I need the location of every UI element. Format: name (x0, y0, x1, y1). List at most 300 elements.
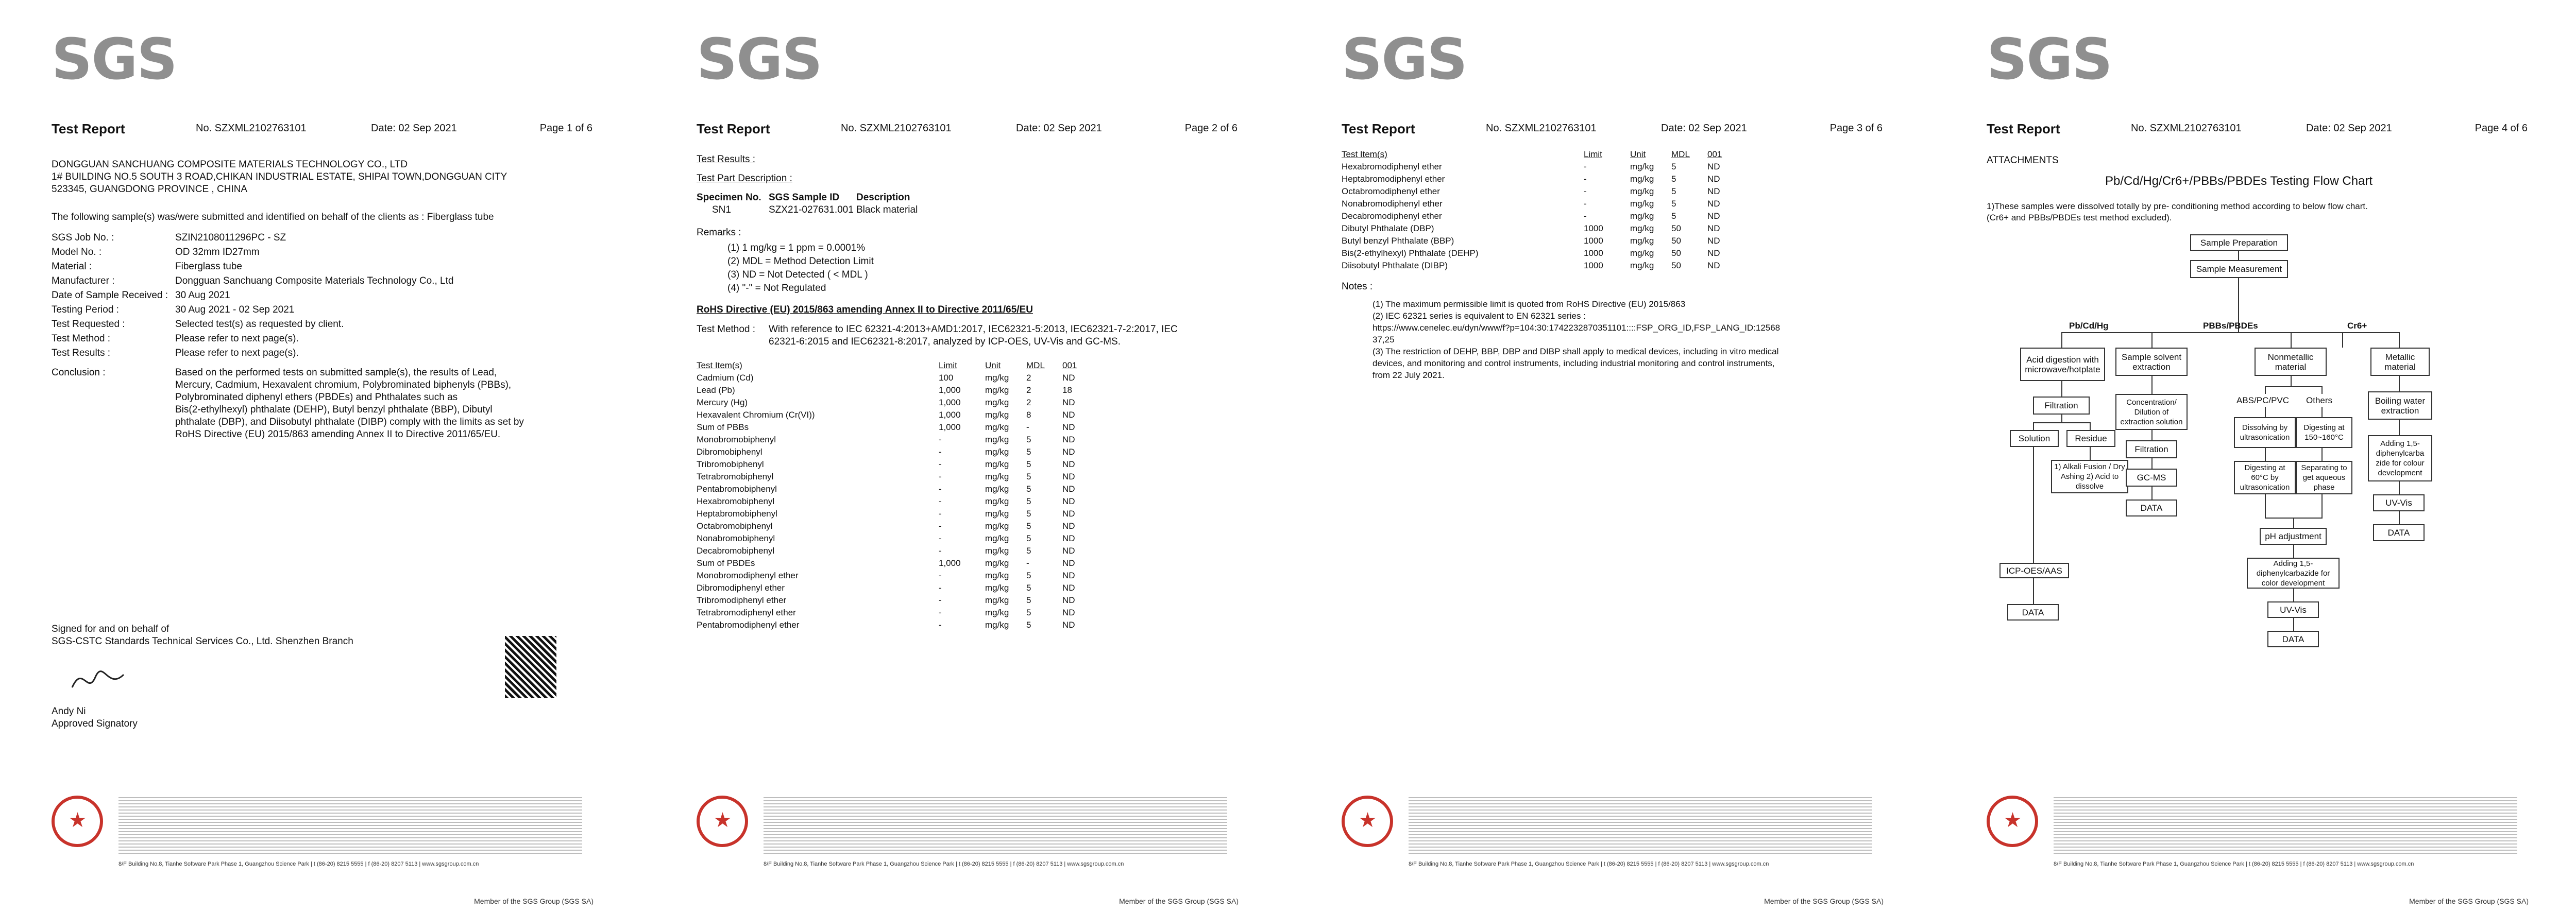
flow-connector (2293, 589, 2294, 601)
table-cell: Tetrabromodiphenyl ether (697, 608, 796, 617)
table-cell: mg/kg (985, 472, 1009, 481)
table-cell: Decabromodiphenyl ether (1342, 211, 1442, 221)
field-value: Fiberglass tube (175, 261, 242, 272)
table-row (697, 422, 1093, 435)
table-row (1342, 248, 1738, 261)
table-header-row (697, 360, 1093, 373)
flow-step: Sample Measurement (2190, 260, 2288, 278)
note-item: (3) The restriction of DEHP, BBP, DBP and DIBP shall apply to medical devices, including in vitro medical (1372, 347, 1779, 356)
table-cell: 1000 (1584, 236, 1603, 246)
table-cell: mg/kg (985, 509, 1009, 519)
report-header (1342, 121, 1883, 142)
table-cell: ND (1062, 608, 1075, 617)
table-cell: 5 (1026, 571, 1031, 580)
note-item: devices, and monitoring and control instruments, including industrial monitoring and control instruments, (1372, 358, 1775, 368)
flow-step: DATA (2007, 604, 2059, 621)
table-cell: 1,000 (939, 385, 961, 395)
conclusion-line: RoHS Directive (EU) 2015/863 amending Annex II to Directive 2011/65/EU. (175, 429, 501, 440)
table-row (697, 459, 1093, 472)
flow-connector (2151, 376, 2153, 394)
branch-label: ABS/PC/PVC (2236, 395, 2290, 405)
table-row (697, 496, 1093, 509)
table-cell: mg/kg (985, 422, 1009, 432)
flow-step: UV-Vis (2267, 601, 2319, 618)
table-cell: mg/kg (1630, 199, 1654, 209)
sgs-seal-icon: ★ (1987, 796, 2038, 847)
conclusion-line: phthalate (DBP), and Diisobutyl phthalate (DIBP) comply with the limits as set by (175, 417, 524, 427)
table-cell: mg/kg (985, 620, 1009, 630)
table-row (697, 571, 1093, 583)
signer-name: Andy Ni (52, 706, 86, 717)
note-item: (2) IEC 62321 series is equivalent to EN 62321 series : (1372, 311, 1586, 321)
flow-step: DATA (2373, 524, 2425, 541)
notes-label: Notes : (1342, 281, 1373, 292)
table-cell: ND (1062, 484, 1075, 494)
table-header: MDL (1026, 360, 1045, 370)
attachments-label: ATTACHMENTS (1987, 155, 2059, 166)
table-cell: mg/kg (1630, 261, 1654, 270)
table-cell: 5 (1026, 595, 1031, 605)
legal-fineprint (118, 797, 582, 855)
table-cell: ND (1707, 174, 1720, 184)
flow-connector (2033, 422, 2034, 430)
table-header: Unit (1630, 149, 1646, 159)
flow-connector (2090, 422, 2091, 430)
signed-company: SGS-CSTC Standards Technical Services Co., Ltd. Shenzhen Branch (52, 636, 353, 647)
table-header: Limit (939, 360, 957, 370)
table-cell: mg/kg (985, 533, 1009, 543)
table-cell: mg/kg (985, 608, 1009, 617)
table-cell: Sum of PBBs (697, 422, 749, 432)
table-cell: mg/kg (985, 410, 1009, 420)
footer-address: 8/F Building No.8, Tianhe Software Park Phase 1, Guangzhou Science Park | t (86-20) 8215 5555 | f (86-20) 8207 5113 | www.sgsgroup.com.cn (2054, 861, 2414, 867)
note-item: 37,25 (1372, 335, 1395, 344)
table-cell: - (1584, 162, 1587, 171)
specimen-cell: Black material (856, 204, 918, 215)
table-cell: 5 (1026, 533, 1031, 543)
table-cell: ND (1062, 583, 1075, 593)
flow-connector (2293, 545, 2294, 558)
table-cell: ND (1062, 496, 1075, 506)
table-cell: 1,000 (939, 558, 961, 568)
table-cell: ND (1062, 459, 1075, 469)
client-address-line2: 523345, GUANGDONG PROVINCE , CHINA (52, 184, 248, 195)
table-row (1342, 211, 1738, 223)
table-cell: 50 (1671, 248, 1681, 258)
table-cell: ND (1707, 261, 1720, 270)
table-cell: mg/kg (985, 583, 1009, 593)
table-cell: Hexabromodiphenyl ether (1342, 162, 1442, 171)
table-header: MDL (1671, 149, 1690, 159)
table-cell: 5 (1026, 546, 1031, 556)
sgs-seal-icon: ★ (1342, 796, 1393, 847)
note-item: (1) The maximum permissible limit is quoted from RoHS Directive (EU) 2015/863 (1372, 299, 1686, 309)
section-title: RoHS Directive (EU) 2015/863 amending Annex II to Directive 2011/65/EU (697, 304, 1033, 315)
table-cell: Tetrabromobiphenyl (697, 472, 774, 481)
table-cell: ND (1062, 595, 1075, 605)
table-cell: 5 (1671, 162, 1676, 171)
report-header (1987, 121, 2528, 142)
table-row (697, 558, 1093, 571)
page-number: Page 3 of 6 (1829, 123, 1883, 134)
legal-fineprint (764, 797, 1227, 855)
table-cell: 5 (1026, 496, 1031, 506)
table-cell: - (1584, 199, 1587, 209)
table-row (1342, 236, 1738, 248)
table-row (697, 595, 1093, 608)
table-cell: 5 (1671, 186, 1676, 196)
flow-connector (2399, 376, 2400, 391)
table-cell: ND (1707, 211, 1720, 221)
table-cell: ND (1062, 533, 1075, 543)
table-cell: Diisobutyl Phthalate (DIBP) (1342, 261, 1448, 270)
table-cell: 1000 (1584, 248, 1603, 258)
method-line: 62321-6:2015 and IEC62321-8:2017, analyzed by ICP-OES, UV-Vis and GC-MS. (769, 336, 1121, 347)
table-header: Test Item(s) (697, 360, 742, 370)
flow-connector (2033, 447, 2034, 563)
conclusion-line: Based on the performed tests on submitted sample(s), the results of Lead, (175, 367, 497, 378)
flow-connector (2399, 481, 2400, 494)
flow-step: Concentration/ Dilution of extraction solution (2115, 394, 2188, 430)
sgs-logo-text: SGS (697, 26, 822, 92)
table-cell: - (939, 595, 942, 605)
part-description-label: Test Part Description : (697, 173, 792, 184)
table-cell: ND (1062, 546, 1075, 556)
table-cell: ND (1062, 521, 1075, 531)
table-cell: mg/kg (1630, 211, 1654, 221)
table-cell: Hexabromobiphenyl (697, 496, 775, 506)
table-cell: 50 (1671, 261, 1681, 270)
table-row (1342, 199, 1738, 211)
flow-connector (2321, 448, 2323, 461)
table-cell: ND (1062, 422, 1075, 432)
flow-step: Nonmetallic material (2255, 348, 2327, 376)
table-cell: 5 (1026, 521, 1031, 531)
table-row (1342, 223, 1738, 236)
table-cell: Butyl benzyl Phthalate (BBP) (1342, 236, 1454, 246)
table-cell: mg/kg (985, 373, 1009, 383)
results-table (1342, 149, 1738, 273)
table-cell: - (939, 571, 942, 580)
field-label: Test Results : (52, 348, 111, 358)
table-cell: ND (1062, 620, 1075, 630)
flow-connector (2291, 332, 2292, 348)
field-label: Testing Period : (52, 304, 119, 315)
table-cell: Dibutyl Phthalate (DBP) (1342, 223, 1434, 233)
table-cell: mg/kg (1630, 248, 1654, 258)
method-line: With reference to IEC 62321-4:2013+AMD1:2017, IEC62321-5:2013, IEC62321-7-2:2017, IEC (769, 324, 1178, 335)
flow-step: Dissolving by ultrasonication (2234, 417, 2296, 448)
table-cell: Mercury (Hg) (697, 398, 748, 407)
footer-address: 8/F Building No.8, Tianhe Software Park Phase 1, Guangzhou Science Park | t (86-20) 8215 5555 | f (86-20) 8207 5113 | www.sgsgroup.com.cn (1409, 861, 1769, 867)
table-cell: - (939, 546, 942, 556)
branch-label: Pb/Cd/Hg (2069, 321, 2109, 331)
flow-connector (2399, 511, 2400, 524)
flowchart-note: (Cr6+ and PBBs/PBDEs test method excluded). (1987, 213, 2172, 222)
results-table (697, 360, 1093, 632)
flow-connector (2151, 332, 2153, 348)
flow-step: Adding 1,5-diphenylcarbazide for color development (2247, 558, 2340, 589)
flow-connector (2342, 332, 2399, 333)
flowchart-note: 1)These samples were dissolved totally by pre- conditioning method according to below flow chart. (1987, 201, 2368, 211)
flow-connector (2265, 494, 2266, 518)
table-row (697, 385, 1093, 398)
table-cell: ND (1062, 472, 1075, 481)
table-cell: mg/kg (985, 385, 1009, 395)
flow-connector (2321, 407, 2323, 417)
legal-fineprint (2054, 797, 2517, 855)
table-cell: 5 (1026, 459, 1031, 469)
table-row (697, 583, 1093, 595)
flow-step: Sample Preparation (2190, 234, 2288, 251)
table-cell: - (939, 583, 942, 593)
table-cell: Tribromodiphenyl ether (697, 595, 787, 605)
table-cell: 1,000 (939, 410, 961, 420)
field-label: Date of Sample Received : (52, 290, 168, 301)
flow-connector (2265, 407, 2266, 417)
table-cell: 5 (1026, 608, 1031, 617)
table-cell: Monobromobiphenyl (697, 435, 776, 444)
flow-connector (2293, 518, 2294, 528)
report-number: No. SZXML2102763101 (1486, 123, 1597, 134)
flow-step: Sample solvent extraction (2115, 348, 2188, 376)
table-row (697, 484, 1093, 496)
table-cell: Sum of PBDEs (697, 558, 755, 568)
table-cell: 2 (1026, 373, 1031, 383)
table-cell: 1000 (1584, 223, 1603, 233)
table-cell: - (1584, 174, 1587, 184)
table-cell: - (939, 447, 942, 457)
field-label: Manufacturer : (52, 275, 115, 286)
flow-step: 1) Alkali Fusion / Dry Ashing 2) Acid to dissolve (2051, 460, 2128, 493)
table-cell: 5 (1026, 509, 1031, 519)
table-cell: mg/kg (1630, 162, 1654, 171)
signed-on-behalf: Signed for and on behalf of (52, 624, 170, 634)
table-cell: mg/kg (985, 447, 1009, 457)
table-cell: ND (1062, 410, 1075, 420)
table-cell: - (1026, 422, 1029, 432)
table-cell: - (1584, 186, 1587, 196)
table-cell: 5 (1026, 620, 1031, 630)
table-cell: ND (1062, 447, 1075, 457)
footer-member: Member of the SGS Group (SGS SA) (1764, 897, 1884, 905)
field-label: Material : (52, 261, 92, 272)
flow-connector (2033, 578, 2034, 604)
client-address-line1: 1# BUILDING NO.5 SOUTH 3 ROAD,CHIKAN INDUSTRIAL ESTATE, SHIPAI TOWN,DONGGUAN CITY (52, 171, 507, 182)
flow-connector (2293, 618, 2294, 631)
sgs-seal-icon: ★ (52, 796, 103, 847)
specimen-cell: SZX21-027631.001 (769, 204, 854, 215)
table-cell: ND (1707, 162, 1720, 171)
footer-member: Member of the SGS Group (SGS SA) (2409, 897, 2529, 905)
table-cell: ND (1062, 398, 1075, 407)
results-label: Test Results : (697, 154, 756, 165)
report-number: No. SZXML2102763101 (2131, 123, 2242, 134)
flow-connector (2151, 487, 2153, 499)
table-cell: 5 (1026, 484, 1031, 494)
table-cell: mg/kg (985, 571, 1009, 580)
flow-step: DATA (2267, 631, 2319, 647)
table-cell: mg/kg (985, 398, 1009, 407)
footer-member: Member of the SGS Group (SGS SA) (474, 897, 594, 905)
note-item: from 22 July 2021. (1372, 370, 1445, 380)
table-cell: mg/kg (985, 521, 1009, 531)
table-cell: 5 (1671, 199, 1676, 209)
table-cell: Cadmium (Cd) (697, 373, 754, 383)
table-cell: - (939, 521, 942, 531)
table-cell: Dibromobiphenyl (697, 447, 762, 457)
flow-step: Digesting at 150~160°C (2296, 417, 2352, 448)
table-cell: mg/kg (985, 595, 1009, 605)
table-cell: ND (1707, 223, 1720, 233)
table-cell: Dibromodiphenyl ether (697, 583, 785, 593)
table-row (697, 472, 1093, 484)
table-row (1342, 186, 1738, 199)
table-cell: mg/kg (985, 484, 1009, 494)
table-cell: ND (1707, 186, 1720, 196)
table-cell: Pentabromobiphenyl (697, 484, 777, 494)
table-cell: ND (1707, 236, 1720, 246)
table-cell: Heptabromodiphenyl ether (1342, 174, 1445, 184)
flow-connector (2061, 332, 2342, 333)
table-header: Limit (1584, 149, 1602, 159)
flow-step: GC-MS (2126, 469, 2177, 487)
table-cell: 5 (1026, 435, 1031, 444)
table-row (697, 521, 1093, 533)
report-page-1 (0, 0, 645, 913)
table-cell: - (939, 608, 942, 617)
specimen-header: Specimen No. (697, 192, 761, 203)
sgs-logo (697, 26, 822, 92)
table-cell: ND (1707, 199, 1720, 209)
field-label: Test Requested : (52, 319, 125, 330)
table-cell: 5 (1671, 174, 1676, 184)
table-cell: ND (1707, 248, 1720, 258)
flow-step: UV-Vis (2373, 494, 2425, 511)
table-cell: - (939, 509, 942, 519)
table-row (697, 533, 1093, 546)
flow-connector (2265, 448, 2266, 461)
client-name: DONGGUAN SANCHUANG COMPOSITE MATERIALS TECHNOLOGY CO., LTD (52, 159, 408, 170)
report-number: No. SZXML2102763101 (196, 123, 307, 134)
table-cell: Bis(2-ethylhexyl) Phthalate (DEHP) (1342, 248, 1479, 258)
table-row (697, 620, 1093, 632)
flow-step: Boiling water extraction (2368, 391, 2432, 420)
branch-label: Cr6+ (2347, 321, 2367, 331)
field-value: 30 Aug 2021 (175, 290, 230, 301)
sgs-logo (1342, 26, 1467, 92)
table-cell: - (939, 459, 942, 469)
branch-label: Others (2306, 395, 2333, 405)
field-value: Dongguan Sanchuang Composite Materials Technology Co., Ltd (175, 275, 454, 286)
branch-label: PBBs/PBDEs (2203, 321, 2258, 331)
note-item: https://www.cenelec.eu/dyn/www/f?p=104:30:1742232870351101::::FSP_ORG_ID,FSP_LANG_ID:12568 (1372, 323, 1781, 333)
submission-intro: The following sample(s) was/were submitted and identified on behalf of the clients as : Fiberglass tube (52, 212, 494, 222)
table-cell: 50 (1671, 236, 1681, 246)
flow-connector (2321, 494, 2323, 518)
table-cell: - (1026, 558, 1029, 568)
report-date: Date: 02 Sep 2021 (371, 123, 457, 134)
table-cell: ND (1062, 509, 1075, 519)
table-cell: 8 (1026, 410, 1031, 420)
flow-step: pH adjustment (2260, 528, 2327, 545)
table-row (1342, 174, 1738, 186)
table-cell: - (939, 496, 942, 506)
flow-connector (2265, 386, 2266, 394)
table-cell: Octabromobiphenyl (697, 521, 773, 531)
field-value: Please refer to next page(s). (175, 348, 299, 358)
flow-connector (2238, 250, 2239, 260)
page-number: Page 4 of 6 (2475, 123, 2528, 134)
flow-connector (2151, 430, 2153, 440)
table-cell: 5 (1026, 583, 1031, 593)
table-cell: Decabromobiphenyl (697, 546, 775, 556)
table-cell: Nonabromodiphenyl ether (1342, 199, 1443, 209)
flow-step: Residue (2066, 430, 2115, 447)
table-cell: Lead (Pb) (697, 385, 735, 395)
table-cell: mg/kg (1630, 174, 1654, 184)
sgs-logo-text: SGS (52, 26, 177, 92)
table-row (1342, 162, 1738, 174)
footer-address: 8/F Building No.8, Tianhe Software Park Phase 1, Guangzhou Science Park | t (86-20) 8215 5555 | f (86-20) 8207 5113 | www.sgsgroup.com.cn (764, 861, 1124, 867)
legal-fineprint (1409, 797, 1872, 855)
report-date: Date: 02 Sep 2021 (1661, 123, 1747, 134)
flow-connector (2399, 420, 2400, 435)
table-row (697, 435, 1093, 447)
method-label: Test Method : (697, 324, 756, 335)
table-row (697, 447, 1093, 459)
table-cell: 50 (1671, 223, 1681, 233)
flowchart-title: Pb/Cd/Hg/Cr6+/PBBs/PBDEs Testing Flow Chart (2105, 174, 2373, 188)
flow-step: DATA (2126, 499, 2177, 516)
table-cell: 5 (1671, 211, 1676, 221)
table-cell: 5 (1026, 447, 1031, 457)
table-row (697, 410, 1093, 422)
table-cell: Octabromodiphenyl ether (1342, 186, 1440, 196)
table-cell: ND (1062, 558, 1075, 568)
table-row (697, 509, 1093, 521)
table-cell: ND (1062, 435, 1075, 444)
flow-step: Digesting at 60°C by ultrasonication (2234, 461, 2296, 494)
sgs-logo (52, 26, 177, 92)
report-label: Test Report (697, 121, 770, 136)
table-cell: - (939, 620, 942, 630)
qr-code-icon (505, 636, 556, 698)
table-row (697, 373, 1093, 385)
conclusion-line: Bis(2-ethylhexyl) phthalate (DEHP), Butyl benzyl phthalate (BBP), Dibutyl (175, 404, 493, 415)
sgs-logo-text: SGS (1342, 26, 1467, 92)
flow-connector (2151, 458, 2153, 469)
flow-step: Filtration (2033, 397, 2090, 415)
table-header: 001 (1707, 149, 1722, 159)
report-header (697, 121, 1238, 142)
signature-icon (67, 659, 129, 700)
field-value: SZIN2108011296PC - SZ (175, 232, 286, 243)
table-header: Test Item(s) (1342, 149, 1387, 159)
table-cell: 2 (1026, 398, 1031, 407)
table-cell: - (939, 484, 942, 494)
report-label: Test Report (52, 121, 125, 136)
table-cell: Tribromobiphenyl (697, 459, 764, 469)
table-cell: mg/kg (985, 459, 1009, 469)
flow-step: Solution (2010, 430, 2059, 447)
table-cell: 18 (1062, 385, 1072, 395)
table-cell: ND (1062, 373, 1075, 383)
flow-step: Separating to get aqueous phase (2296, 461, 2352, 494)
table-row (697, 398, 1093, 410)
table-cell: 1,000 (939, 398, 961, 407)
table-cell: Pentabromodiphenyl ether (697, 620, 800, 630)
